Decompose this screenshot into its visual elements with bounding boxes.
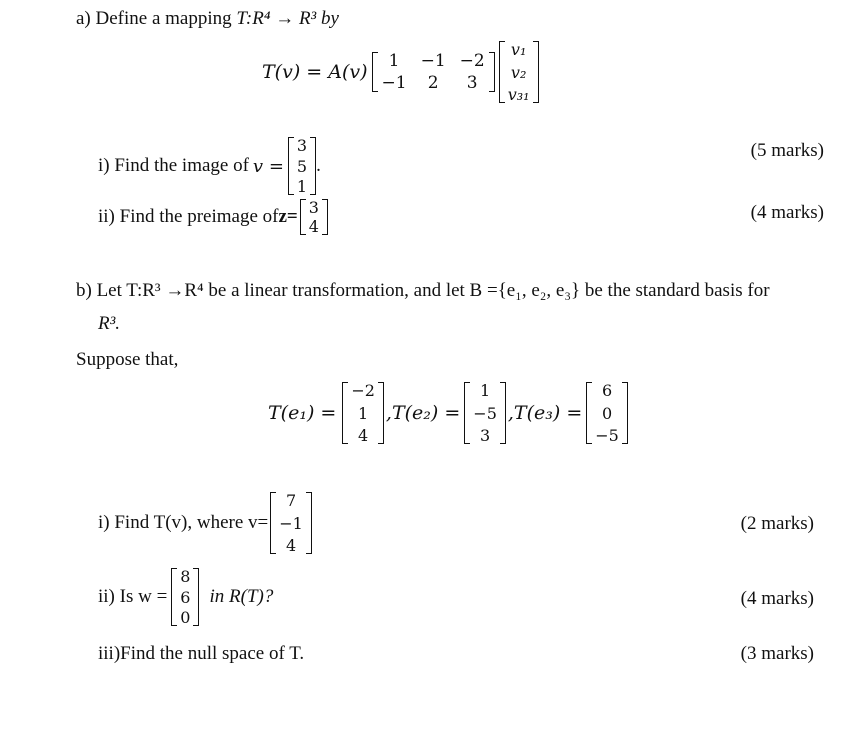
matrix-entry: −2	[459, 51, 485, 71]
suppose-text: Suppose that,	[76, 349, 179, 370]
part-a-q2	[98, 199, 328, 235]
vector-entry: −2	[351, 381, 375, 400]
part-a-q2-var: z=	[278, 206, 298, 227]
vector-entry: 6	[601, 381, 613, 400]
part-b-q2-marks: (4 marks)	[740, 588, 814, 609]
part-b-q2-text: ii) Is w =	[98, 586, 168, 607]
part-a-q1-vector-entries	[294, 137, 310, 195]
vector-entry: −5	[473, 403, 497, 423]
part-b-q1-vector-entries	[276, 492, 306, 554]
te3-vector-entries	[592, 382, 622, 444]
part-b-q3: iii)Find the null space of T.	[98, 643, 305, 664]
part-a-q1-text: i) Find the image of	[98, 155, 249, 176]
part-b-q2-vector-entries	[177, 568, 193, 626]
te3-vector	[586, 382, 628, 444]
matrix-entry: 2	[427, 73, 439, 93]
part-b-q2	[98, 568, 273, 626]
part-a-q1: i) Find the image of v = 3 5 1 .	[98, 136, 321, 196]
part-b-q1-vector	[270, 492, 312, 554]
vector-entry: v₃₁	[507, 85, 530, 104]
basis-images	[268, 382, 628, 444]
matrix-entry: 3	[466, 73, 478, 93]
vector-entry: −5	[595, 426, 619, 445]
vector-entry: −1	[279, 513, 303, 533]
te1-label: T(e₁) =	[268, 402, 337, 424]
part-b-line2: R³.	[98, 313, 121, 334]
mapping-equation	[262, 41, 539, 103]
vector-entry: v₂	[510, 62, 527, 82]
vector-entry: 0	[601, 403, 613, 423]
vector-entry: v₁	[510, 40, 527, 59]
part-b-q1-marks: (2 marks)	[740, 513, 814, 534]
matrix-A	[372, 52, 495, 92]
vector-entry: 3	[308, 198, 319, 217]
vector-entry: 3	[296, 136, 308, 155]
vector-entry: 5	[296, 156, 308, 176]
part-b-q1-text: i) Find T(v), where v=	[98, 512, 269, 533]
vector-entry: 7	[285, 491, 297, 510]
vector-entry: 1	[479, 381, 491, 400]
part-b-line1: b) Let T:R³ →R⁴ be a linear transformation, and let B ={e₁, e₂, e₃} be the standard basis for	[76, 280, 770, 301]
vector-entry: 4	[285, 536, 297, 555]
part-a-heading	[76, 8, 339, 30]
matrix-entry: −1	[420, 51, 446, 71]
te3-label: ,T(e₃) =	[507, 402, 583, 424]
vector-v	[499, 41, 539, 103]
matrix-entry: −1	[381, 73, 407, 93]
matrix-A-entries	[378, 52, 489, 92]
te2-vector	[464, 382, 506, 444]
part-a-q2-marks: (4 marks)	[750, 202, 824, 223]
vector-entry: 4	[358, 426, 369, 445]
part-b-q3-marks: (3 marks)	[740, 643, 814, 664]
part-a-q2-text: ii) Find the preimage of	[98, 206, 279, 227]
matrix-entry: 1	[388, 51, 400, 71]
vector-entry: 8	[180, 567, 191, 586]
te2-vector-entries	[470, 382, 500, 444]
part-a-q1-var: v =	[252, 155, 284, 177]
te1-vector-entries	[348, 382, 378, 444]
part-a-q2-vector	[300, 199, 328, 235]
vector-entry: 3	[479, 426, 491, 445]
vector-entry: 4	[308, 217, 319, 236]
te2-label: ,T(e₂) =	[385, 402, 461, 424]
part-a-mapping: T:R⁴ → R³ by	[236, 8, 339, 29]
vector-entry: 0	[180, 608, 191, 627]
vector-entry: 1	[296, 177, 308, 196]
part-b-q2-tail: in R(T)?	[209, 586, 274, 607]
vector-entry: 6	[180, 587, 191, 607]
vector-v-entries	[505, 41, 533, 103]
te1-vector	[342, 382, 384, 444]
part-b-q2-vector	[171, 568, 199, 626]
part-a-heading-text: a) Define a mapping	[76, 8, 237, 29]
part-a-q1-vector	[288, 137, 316, 195]
vector-entry: 1	[358, 403, 369, 423]
part-a-q1-marks: (5 marks)	[750, 140, 824, 161]
part-b-q1	[98, 492, 312, 554]
equation-lhs: T(v) = A(v)	[262, 61, 368, 83]
part-a-q2-vector-entries	[306, 199, 322, 235]
